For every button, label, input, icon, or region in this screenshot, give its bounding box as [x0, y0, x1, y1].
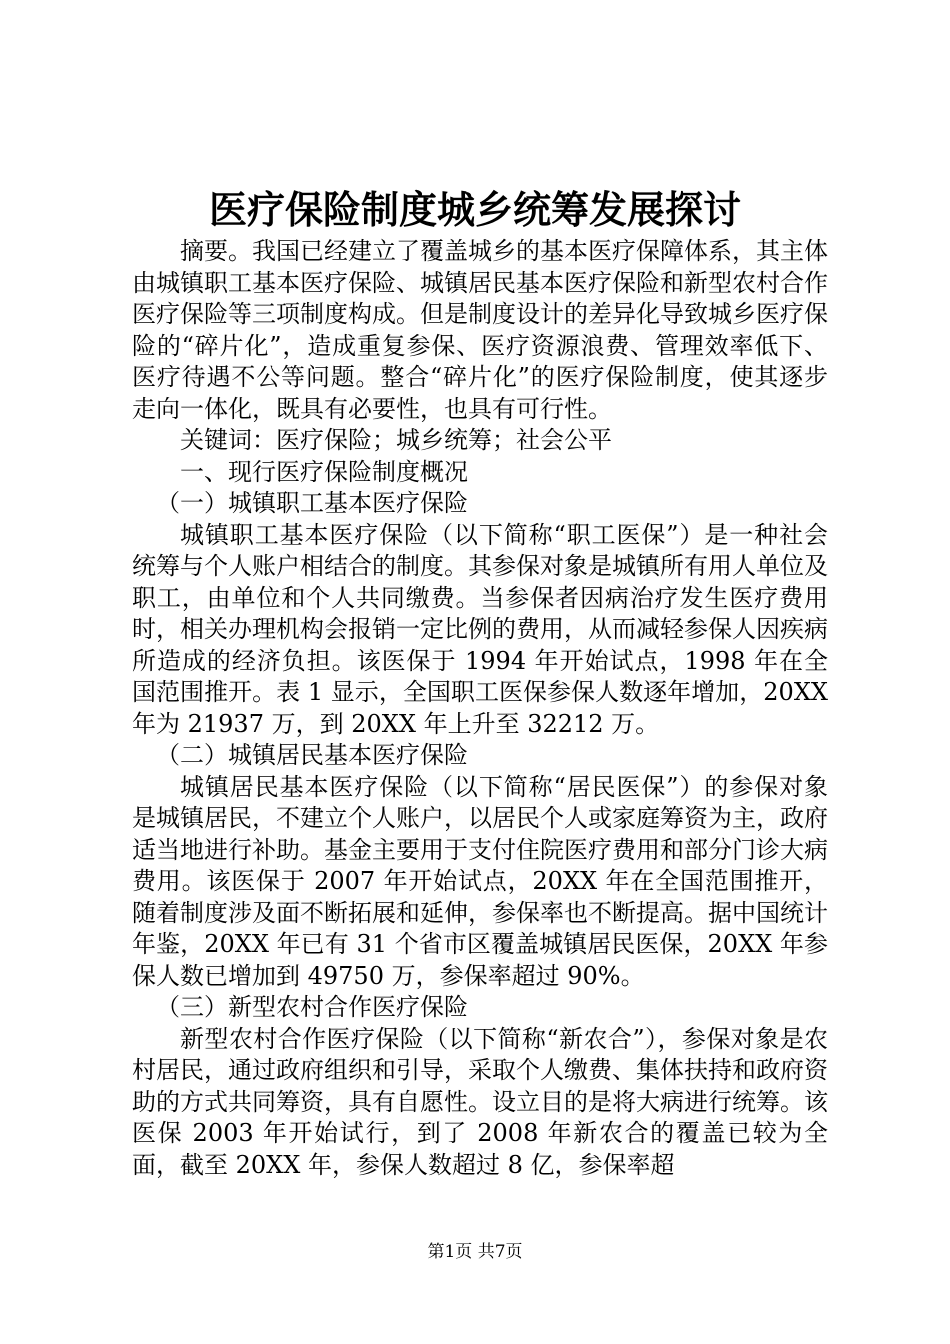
body-paragraph: 新型农村合作医疗保险（以下简称“新农合”），参保对象是农村居民，通过政府组织和引导，采取个人缴费、集体扶持和政府资助的方式共同筹资，具有自愿性。设立目的是将大病进行统筹。该医保 2003 年开始试行，到了 2008 年新农合的覆盖已较为全面，截至 20XX 年，参保人数超过 8 亿，参保率超 — [132, 1024, 828, 1179]
page-footer: 第1页 共7页 — [427, 1242, 523, 1262]
document-body — [132, 236, 828, 1181]
section-heading: 一、现行医疗保险制度概况 — [180, 457, 468, 486]
keywords-line: 关键词：医疗保险；城乡统筹；社会公平 — [180, 426, 612, 454]
body-paragraph: 城镇职工基本医疗保险（以下简称“职工医保”）是一种社会统筹与个人账户相结合的制度。其参保对象是城镇所有用人单位及职工，由单位和个人共同缴费。当参保者因病治疗发生医疗费用时，相关办理机构会报销一定比例的费用，从而减轻参保人因疾病所造成的经济负担。该医保于 1994 年开始试点，1998 年在全国范围推开。表 1 显示，全国职工医保参保人数逐年增加，20XX 年为 21937 万，到 20XX 年上升至 32212 万。 — [132, 520, 828, 738]
subsection-heading: （三）新型农村合作医疗保险 — [156, 993, 468, 1021]
document-title: 医疗保险制度城乡统筹发展探讨 — [208, 188, 741, 232]
abstract-paragraph: 摘要。我国已经建立了覆盖城乡的基本医疗保障体系，其主体由城镇职工基本医疗保险、城镇居民基本医疗保险和新型农村合作医疗保险等三项制度构成。但是制度设计的差异化导致城乡医疗保险的“碎片化”，造成重复参保、医疗资源浪费、管理效率低下、医疗待遇不公等问题。整合“碎片化”的医疗保险制度，使其逐步走向一体化，既具有必要性，也具有可行性。 — [132, 237, 828, 423]
subsection-heading: （二）城镇居民基本医疗保险 — [156, 741, 468, 769]
body-paragraph: 城镇居民基本医疗保险（以下简称“居民医保”）的参保对象是城镇居民，不建立个人账户，以居民个人或家庭筹资为主，政府适当地进行补助。基金主要用于支付住院医疗费用和部分门诊大病费用。该医保于 2007 年开始试点，20XX 年在全国范围推开，随着制度涉及面不断拓展和延伸，参保率也不断提高。据中国统计年鉴，20XX 年已有 31 个省市区覆盖城镇居民医保，20XX 年参保人数已增加到 49750 万，参保率超过 90%。 — [132, 772, 828, 990]
subsection-heading: （一）城镇职工基本医疗保险 — [156, 489, 468, 517]
